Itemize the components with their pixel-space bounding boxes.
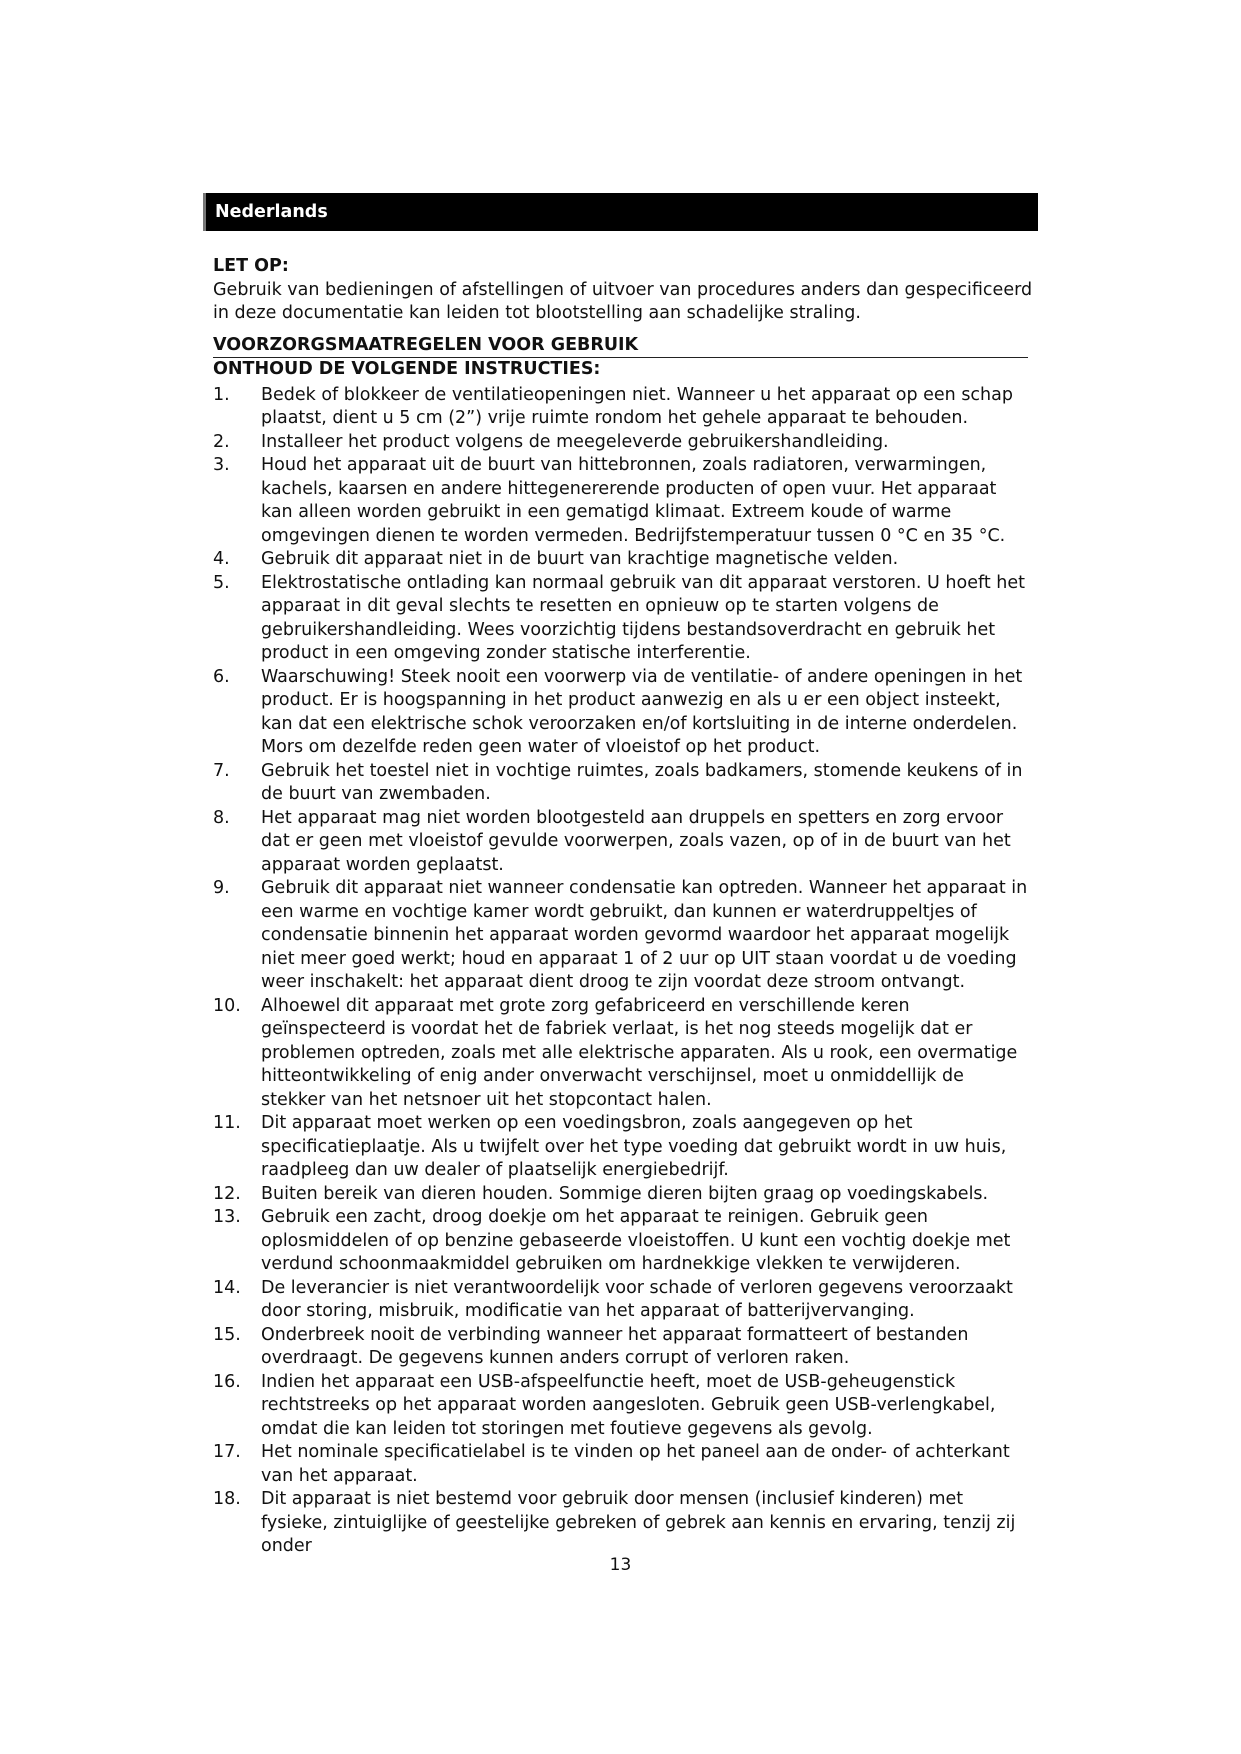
list-item-text: Gebruik dit apparaat niet wanneer condensatie kan optreden. Wanneer het apparaat in een warme en vochtige kamer wordt gebruikt, dan kunnen er waterdruppeltjes of condensatie binnenin het apparaat worden gevormd waardoor het apparaat mogelijk niet meer goed werkt; houd en apparaat 1 of 2 uur op UIT staan voordat u de voeding weer inschakelt: het apparaat dient droog te zijn voordat deze stroom ontvangt. — [261, 878, 1028, 992]
list-item — [213, 877, 1033, 995]
list-item — [213, 431, 1033, 455]
list-item-text: Gebruik dit apparaat niet in de buurt van krachtige magnetische velden. — [261, 549, 899, 569]
document-body — [213, 255, 1033, 1559]
list-item-number: 3. — [213, 455, 230, 475]
list-item-number: 9. — [213, 878, 230, 898]
list-item-number: 11. — [213, 1113, 241, 1133]
list-item — [213, 995, 1033, 1113]
list-item-number: 8. — [213, 807, 230, 828]
list-item-text: Installeer het product volgens de meegeleverde gebruikershandleiding. — [261, 431, 889, 452]
list-item — [213, 548, 1033, 572]
list-item-number: 16. — [213, 1371, 241, 1392]
list-item — [213, 1277, 1033, 1324]
list-item-number: 1. — [213, 384, 230, 405]
list-item-text: Elektrostatische ontlading kan normaal gebruik van dit apparaat verstoren. U hoeft het apparaat in dit geval slechts te resetten en opnieuw op te starten volgens de gebruikershandleiding. Wees voorzichtig tijdens bestandsoverdracht en gebruik het product in een omgeving zonder statische interferentie. — [261, 572, 1025, 663]
list-item-text: Gebruik het toestel niet in vochtige ruimtes, zoals badkamers, stomende keukens of in de buurt van zwembaden. — [261, 760, 1023, 804]
list-item — [213, 1371, 1033, 1442]
list-item — [213, 760, 1033, 807]
list-item-number: 2. — [213, 431, 230, 452]
list-item-text: Dit apparaat is niet bestemd voor gebruik door mensen (inclusief kinderen) met fysieke, zintuiglijke of geestelijke gebreken of gebrek aan kennis en ervaring, tenzij zij onder — [261, 1489, 1016, 1556]
list-item-number: 13. — [213, 1207, 241, 1227]
list-item — [213, 1488, 1033, 1559]
list-item — [213, 384, 1033, 431]
list-item — [213, 1441, 1033, 1488]
list-item-text: De leverancier is niet verantwoordelijk voor schade of verloren gegevens veroorzaakt door storing, misbruik, modificatie van het apparaat of batterijvervanging. — [261, 1277, 1013, 1321]
list-item-number: 5. — [213, 572, 230, 593]
list-item-text: Houd het apparaat uit de buurt van hittebronnen, zoals radiatoren, verwarmingen, kachels, kaarsen en andere hittegenererende producten of open vuur. Het apparaat kan alleen worden gebruikt in een gematigd klimaat. Extreem koude of warme omgevingen dienen te worden vermeden. Bedrijfstemperatuur tussen 0 °C en 35 °C. — [261, 455, 1006, 546]
list-item — [213, 807, 1033, 878]
language-header-title: Nederlands — [215, 202, 328, 222]
list-item-text: Het nominale specificatielabel is te vinden op het paneel aan de onder- of achterkant van het apparaat. — [261, 1442, 1010, 1486]
list-item-text: Dit apparaat moet werken op een voedingsbron, zoals aangegeven op het specificatieplaatje. Als u twijfelt over het type voeding dat gebruikt wordt in uw huis, raadpleeg dan uw dealer of plaatselijk energiebedrijf. — [261, 1113, 1007, 1180]
list-item-text: Waarschuwing! Steek nooit een voorwerp via de ventilatie- of andere openingen in het product. Er is hoogspanning in het product aanwezig en als u er een object insteekt, kan dat een elektrische schok veroorzaken en/of kortsluiting in de interne onderdelen. Mors om dezelfde reden geen water of vloeistof op het product. — [261, 666, 1023, 757]
list-item — [213, 666, 1033, 760]
list-item-number: 18. — [213, 1489, 241, 1509]
list-item-text: Gebruik een zacht, droog doekje om het apparaat te reinigen. Gebruik geen oplosmiddelen of op benzine gebaseerde vloeistoffen. U kunt een vochtig doekje met verdund schoonmaakmiddel gebruiken om hardnekkige vlekken te verwijderen. — [261, 1207, 1011, 1274]
list-item-text: Buiten bereik van dieren houden. Sommige dieren bijten graag op voedingskabels. — [261, 1183, 989, 1204]
section-title: VOORZORGSMAATREGELEN VOOR GEBRUIK — [213, 334, 639, 355]
list-item-text: Onderbreek nooit de verbinding wanneer het apparaat formatteert of bestanden overdraagt. De gegevens kunnen anders corrupt of verloren raken. — [261, 1324, 969, 1368]
list-item — [213, 454, 1033, 548]
list-item — [213, 572, 1033, 666]
caution-text: Gebruik van bedieningen of afstellingen of uitvoer van procedures anders dan gespecificeerd in deze documentatie kan leiden tot blootstelling aan schadelijke straling. — [213, 279, 1033, 323]
page-number: 13 — [609, 1555, 632, 1575]
list-item-number: 4. — [213, 549, 230, 569]
list-item-number: 10. — [213, 995, 241, 1016]
list-item — [213, 1206, 1033, 1277]
list-item-text: Het apparaat mag niet worden blootgesteld aan druppels en spetters en zorg ervoor dat er geen met vloeistof gevulde voorwerpen, zoals vazen, op of in de buurt van het apparaat worden geplaatst. — [261, 807, 1011, 875]
caution-title: LET OP: — [213, 256, 289, 276]
list-item-number: 12. — [213, 1183, 241, 1204]
list-item-text: Bedek of blokkeer de ventilatieopeningen niet. Wanneer u het apparaat op een schap plaatst, dient u 5 cm (2”) vrije ruimte rondom het gehele apparaat te behouden. — [261, 384, 1013, 428]
list-item-number: 17. — [213, 1442, 241, 1462]
list-item-text: Indien het apparaat een USB-afspeelfunctie heeft, moet de USB-geheugenstick rechtstreeks op het apparaat worden aangesloten. Gebruik geen USB-verlengkabel, omdat die kan leiden tot storingen met foutieve gegevens als gevolg. — [261, 1371, 996, 1439]
list-item — [213, 1324, 1033, 1371]
instruction-list — [213, 384, 1033, 1559]
list-item — [213, 1112, 1033, 1183]
list-item-text: Alhoewel dit apparaat met grote zorg gefabriceerd en verschillende keren geïnspecteerd is voordat het de fabriek verlaat, is het nog steeds mogelijk dat er problemen optreden, zoals met alle elektrische apparaten. Als u rook, een overmatige hitteontwikkeling of enig ander onverwacht verschijnsel, moet u onmiddellijk de stekker van het netsnoer uit het stopcontact halen. — [261, 995, 1018, 1110]
section-subtitle: ONTHOUD DE VOLGENDE INSTRUCTIES: — [213, 357, 1028, 382]
list-item — [213, 1183, 1033, 1207]
language-header-bar — [203, 193, 1038, 231]
list-item-number: 15. — [213, 1324, 241, 1345]
list-item-number: 6. — [213, 666, 230, 687]
list-item-number: 7. — [213, 760, 230, 781]
list-item-number: 14. — [213, 1277, 241, 1298]
